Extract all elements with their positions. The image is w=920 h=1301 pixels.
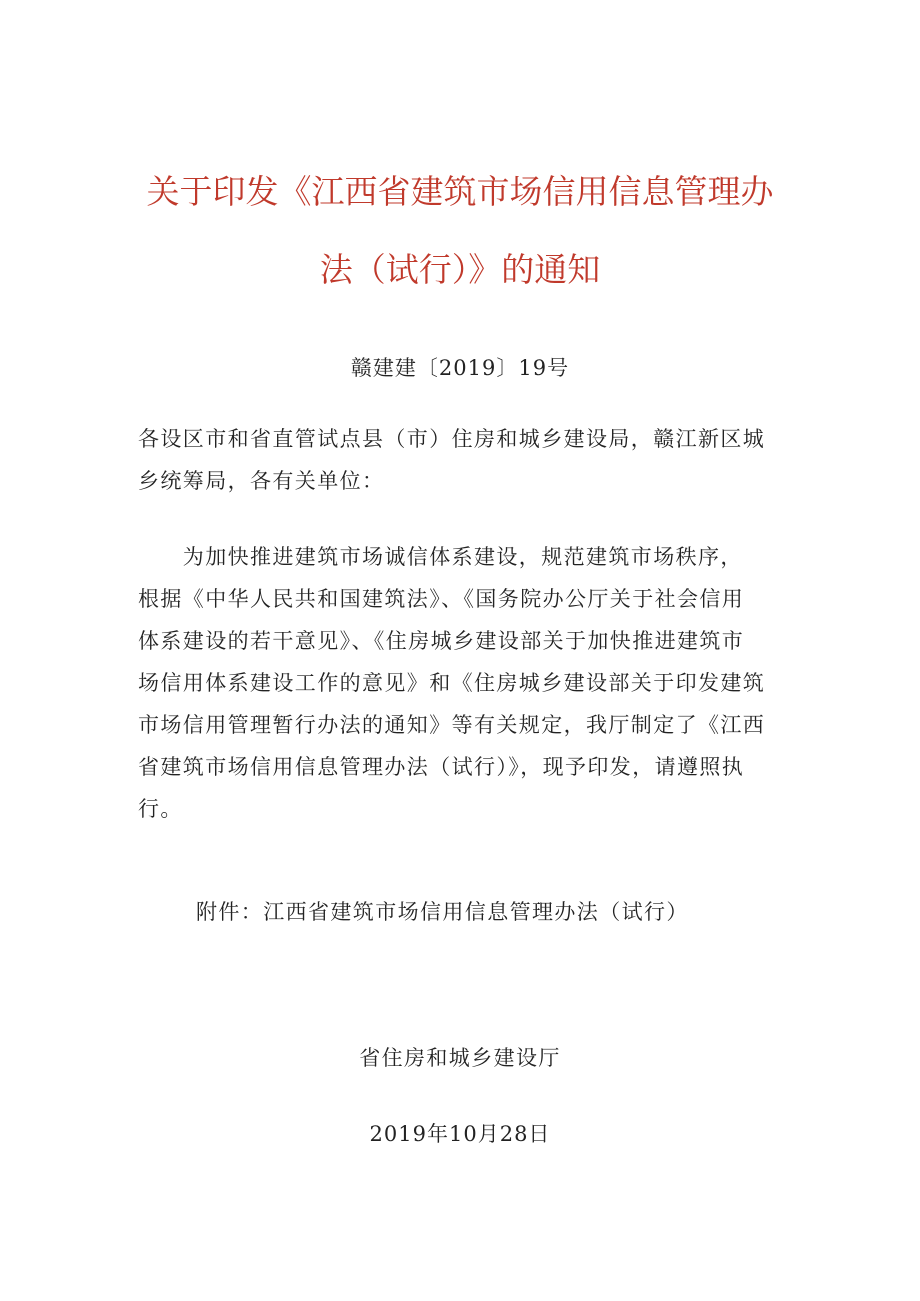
paragraph-line: 为加快推进建筑市场诚信体系建设，规范建筑市场秩序， bbox=[138, 545, 743, 569]
addressee-block bbox=[138, 418, 788, 502]
document-number: 赣建建〔2019〕19号 bbox=[350, 356, 570, 380]
issuing-authority: 省住房和城乡建设厅 bbox=[359, 1046, 561, 1070]
paragraph-line: 根据《中华人民共和国建筑法》、《国务院办公厅关于社会信用 bbox=[138, 587, 745, 611]
issue-date: 2019年10月28日 bbox=[369, 1122, 551, 1146]
addressee-line: 各设区市和省直管试点县（市）住房和城乡建设局，赣江新区城 bbox=[138, 427, 766, 451]
addressee-line: 乡统筹局，各有关单位： bbox=[138, 469, 385, 493]
main-paragraph bbox=[138, 536, 788, 830]
paragraph-line: 体系建设的若干意见》、《住房城乡建设部关于加快推进建筑市 bbox=[138, 629, 745, 653]
paragraph-line: 省建筑市场信用信息管理办法（试行）》，现予印发，请遵照执 bbox=[138, 755, 745, 779]
paragraph-line: 行。 bbox=[138, 797, 183, 821]
document-title-line-1: 关于印发《江西省建筑市场信用信息管理办 bbox=[146, 172, 774, 211]
paragraph-line: 场信用体系建设工作的意见》和《住房城乡建设部关于印发建筑 bbox=[138, 671, 766, 695]
document-title-line-2: 法（试行）》的通知 bbox=[319, 250, 601, 289]
attachment-note: 附件：江西省建筑市场信用信息管理办法（试行） bbox=[196, 900, 689, 924]
paragraph-line: 市场信用管理暂行办法的通知》等有关规定，我厅制定了《江西 bbox=[138, 713, 766, 737]
